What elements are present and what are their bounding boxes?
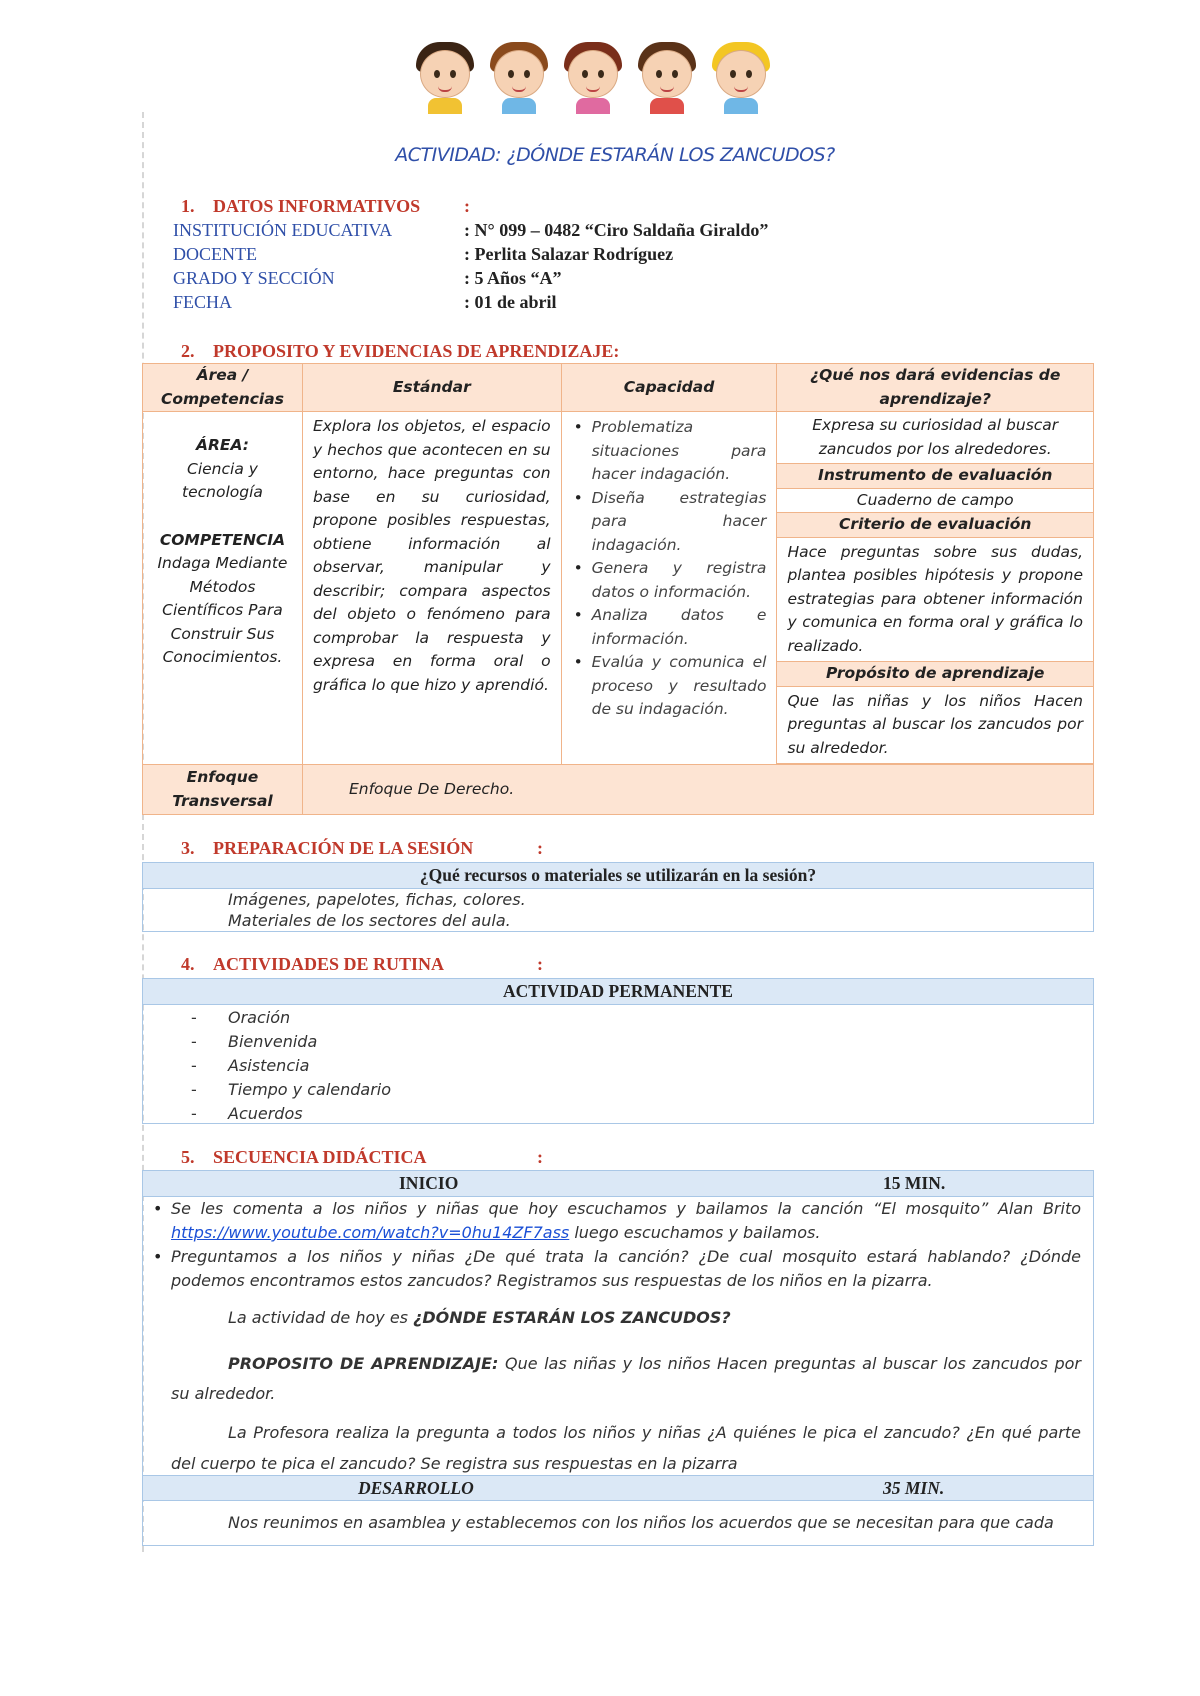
- kid-boy-2: [636, 36, 698, 114]
- kid-boy-cap: [710, 36, 772, 114]
- actividad-line: [143, 1303, 1093, 1333]
- info-label-docente: DOCENTE: [173, 244, 257, 264]
- area-label: ÁREA:: [195, 436, 249, 454]
- proposito-bold: PROPOSITO DE APRENDIZAJE:: [228, 1354, 499, 1373]
- routine-item: - Bienvenida: [143, 1030, 1093, 1054]
- section3-heading: [181, 838, 473, 859]
- routine-item: - Asistencia: [143, 1054, 1093, 1078]
- kid-girl-2: [562, 36, 624, 114]
- info-label-fecha: FECHA: [173, 292, 233, 312]
- section2-title: PROPOSITO Y EVIDENCIAS DE APRENDIZAJE:: [213, 341, 620, 361]
- materials-box: [142, 862, 1094, 932]
- capacidad-item: • Analiza datos e información.: [574, 604, 767, 651]
- profesora-paragraph: La Profesora realiza la pregunta a todos los niños y niñas ¿A quiénes le pica el zancudo? ¿En qué parte del cuerpo te pica el zancudo? Se registra sus respuestas en la pizarra: [171, 1423, 1081, 1473]
- header-evidencias: ¿Qué nos dará evidencias de aprendizaje?: [777, 364, 1094, 412]
- evidencia-text: Expresa su curiosidad al buscar zancudos por los alrededores.: [777, 412, 1094, 464]
- section4-number: 4.: [181, 954, 195, 974]
- routine-box: [142, 978, 1094, 1124]
- section1-colon: :: [464, 196, 470, 216]
- section5-colon: :: [537, 1147, 543, 1167]
- inicio-header: [143, 1171, 1093, 1197]
- section5-title: SECUENCIA DIDÁCTICA: [213, 1147, 427, 1167]
- kids-illustration-icon: [410, 30, 790, 116]
- desarrollo-text: Nos reunimos en asamblea y establecemos con los niños los acuerdos que se necesitan para que cada: [228, 1513, 1054, 1532]
- inicio-bullet-2: • Preguntamos a los niños y niñas ¿De qué trata la canción? ¿De cual mosquito estará hablando? ¿Dónde podemos encontramos estos zancudos? Registramos sus respuestas de los niños en la pizarra.: [143, 1245, 1093, 1293]
- routine-header: ACTIVIDAD PERMANENTE: [143, 979, 1093, 1005]
- desarrollo-time: 35 MIN.: [883, 1478, 945, 1498]
- section4-title: ACTIVIDADES DE RUTINA: [213, 954, 445, 974]
- section2-number: 2.: [181, 341, 195, 361]
- proposito-paragraph: [143, 1349, 1093, 1409]
- capacidad-list: [562, 412, 777, 722]
- section1-title: DATOS INFORMATIVOS: [213, 196, 421, 216]
- header-area: Área / Competencias: [143, 364, 303, 412]
- estandar-cell: Explora los objetos, el espacio y hechos que acontecen en su entorno, hace preguntas con base en su curiosidad, propone posibles respuestas, obtiene información al observar, manipular y describir; compara aspectos del objeto o fenómeno para comprobar la respuesta y expresa en forma oral o gráfica lo que hizo y aprendió.: [302, 412, 561, 765]
- section4-colon: :: [537, 954, 543, 974]
- area-value: Ciencia y tecnología: [182, 459, 263, 501]
- desarrollo-label: DESARROLLO: [358, 1478, 474, 1498]
- purpose-evidence-table: [142, 363, 1094, 815]
- inicio-bullet-1: [143, 1197, 1093, 1245]
- sequence-box: [142, 1170, 1094, 1546]
- instrumento-value: Cuaderno de campo: [777, 488, 1094, 513]
- competencia-value: Indaga Mediante Métodos Científicos Para Construir Sus Conocimientos.: [157, 554, 288, 666]
- capacidad-item: • Problematiza situaciones para hacer indagación.: [574, 416, 767, 487]
- proposito-label: Propósito de aprendizaje: [777, 662, 1094, 687]
- section3-colon: :: [537, 838, 543, 858]
- section2-heading: [181, 341, 619, 362]
- section3-number: 3.: [181, 838, 195, 858]
- section1-number: 1.: [181, 196, 195, 216]
- info-value-institucion: : N° 099 – 0482 “Ciro Saldaña Giraldo”: [464, 220, 769, 240]
- section5-number: 5.: [181, 1147, 195, 1167]
- desarrollo-header: [143, 1475, 1093, 1501]
- materials-header: ¿Qué recursos o materiales se utilizarán en la sesión?: [143, 863, 1093, 889]
- materials-line: Materiales de los sectores del aula.: [228, 911, 511, 930]
- routine-item: - Acuerdos: [143, 1102, 1093, 1126]
- bullet1-text: Se les comenta a los niños y niñas que hoy escuchamos y bailamos la canción “El mosquito” Alan Brito: [171, 1199, 1081, 1218]
- kid-boy-1: [488, 36, 550, 114]
- routine-item: - Oración: [143, 1006, 1093, 1030]
- enfoque-label: Enfoque Transversal: [143, 765, 303, 815]
- criterio-label: Criterio de evaluación: [777, 513, 1094, 538]
- bullet1-after: luego escuchamos y bailamos.: [569, 1223, 821, 1242]
- materials-line: Imágenes, papelotes, fichas, colores.: [228, 890, 526, 909]
- competencia-label: COMPETENCIA: [159, 530, 286, 549]
- criterio-value: Hace preguntas sobre sus dudas, plantea posibles hipótesis y propone estrategias para obtener información y comunica en forma oral y gráfica lo realizado.: [777, 537, 1094, 662]
- inicio-time: 15 MIN.: [883, 1173, 946, 1193]
- info-label-institucion: INSTITUCIÓN EDUCATIVA: [173, 220, 393, 240]
- info-value-fecha: : 01 de abril: [464, 292, 557, 312]
- info-value-grado: : 5 Años “A”: [464, 268, 562, 288]
- proposito-text: Que las niñas y los niños Hacen preguntas al buscar los zancudos por su alrededor.: [171, 1354, 1081, 1403]
- capacidad-item: • Genera y registra datos o información.: [574, 557, 767, 604]
- page-title: ACTIVIDAD: ¿DÓNDE ESTARÁN LOS ZANCUDOS?: [395, 144, 835, 166]
- section3-title: PREPARACIÓN DE LA SESIÓN: [213, 838, 474, 858]
- capacidad-item: • Diseña estrategias para hacer indagación.: [574, 487, 767, 558]
- info-label-grado: GRADO Y SECCIÓN: [173, 268, 335, 288]
- actividad-prefix: La actividad de hoy es: [228, 1308, 414, 1327]
- instrumento-label: Instrumento de evaluación: [777, 464, 1094, 489]
- enfoque-value: Enfoque De Derecho.: [302, 765, 1093, 815]
- header-capacidad: Capacidad: [561, 364, 777, 412]
- proposito-value: Que las niñas y los niños Hacen preguntas al buscar los zancudos por su alrededor.: [777, 686, 1094, 764]
- inicio-label: INICIO: [399, 1173, 459, 1193]
- routine-item: - Tiempo y calendario: [143, 1078, 1093, 1102]
- section4-heading: [181, 954, 444, 975]
- header-estandar: Estándar: [302, 364, 561, 412]
- capacidad-cell: [561, 412, 777, 765]
- info-value-docente: : Perlita Salazar Rodríguez: [464, 244, 674, 264]
- section5-heading: [181, 1147, 427, 1168]
- area-competencia-cell: [143, 412, 303, 765]
- capacidad-item: • Evalúa y comunica el proceso y resultado de su indagación.: [574, 651, 767, 722]
- actividad-title: ¿DÓNDE ESTARÁN LOS ZANCUDOS?: [413, 1308, 731, 1327]
- kid-girl-1: [414, 36, 476, 114]
- section1-heading: [181, 196, 420, 217]
- youtube-link[interactable]: https://www.youtube.com/watch?v=0hu14ZF7ass: [171, 1223, 570, 1242]
